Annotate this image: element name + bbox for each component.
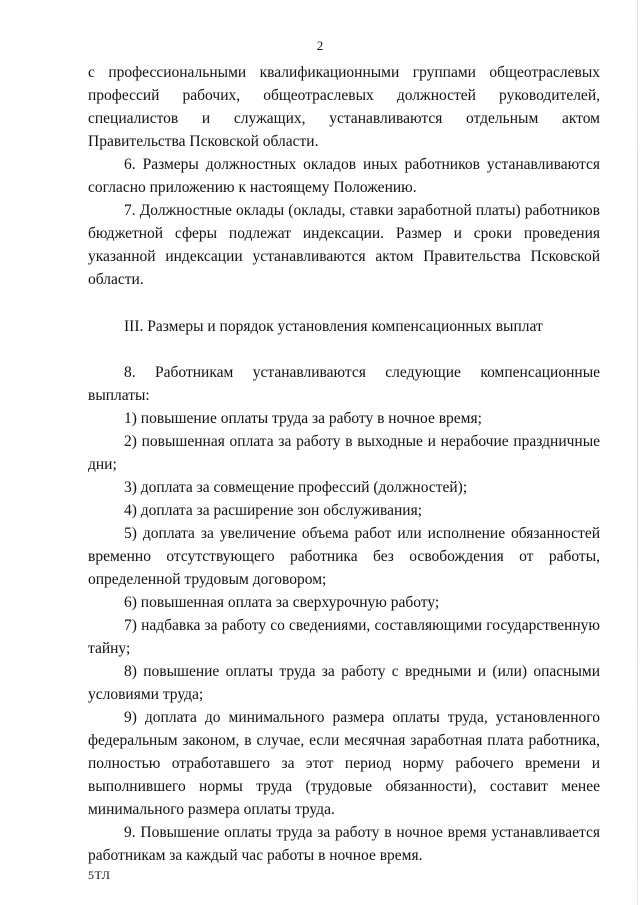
paragraph-9: 9. Повышение оплаты труда за работу в ночное время устанавливается работникам за каждый час работы в ночное время. [88, 824, 600, 864]
list-item: 4) доплата за расширение зон обслуживания; [124, 502, 423, 519]
list-item: 1) повышение оплаты труда за работу в ночное время; [124, 410, 482, 427]
scan-edge [637, 0, 638, 905]
page-number: 2 [316, 38, 324, 53]
paragraph-7: 7. Должностные оклады (оклады, ставки заработной платы) работников бюджетной сферы подлежат индексации. Размер и сроки проведения указанной индексации устанавливаются актом Правительства Псковской области. [88, 202, 600, 288]
list-item: 3) доплата за совмещение профессий (должностей); [124, 479, 468, 496]
section-heading: III. Размеры и порядок установления компенсационных выплат [124, 318, 543, 335]
list-item: 9) доплата до минимального размера оплаты труда, установленного федеральным законом, в случае, если месячная заработная плата работника, полностью отработавшего за этот период норму рабочего времени и выполнившего нормы труда (трудовые обязанности), составит менее минимального размера оплаты труда. [88, 709, 600, 818]
list-item: 5) доплата за увеличение объема работ или исполнение обязанностей временно отсутствующего работника без освобождения от работы, определенной трудовым договором; [88, 525, 600, 588]
paragraph-8-intro: 8. Работникам устанавливаются следующие компенсационные выплаты: [88, 364, 600, 404]
list-item: 7) надбавка за работу со сведениями, составляющими государственную тайну; [88, 617, 600, 657]
list-item: 2) повышенная оплата за работу в выходные и нерабочие праздничные дни; [88, 433, 600, 473]
paragraph-6: 6. Размеры должностных окладов иных работников устанавливаются согласно приложению к настоящему Положению. [88, 156, 600, 196]
list-item: 6) повышенная оплата за сверхурочную работу; [124, 594, 440, 611]
footer-code: 5ТЛ [88, 868, 111, 882]
paragraph-continuation: с профессиональными квалификационными группами общеотраслевых профессий рабочих, общеотраслевых должностей руководителей, специалистов и служащих, устанавливаются отдельным актом Правительства Псковской области. [88, 64, 600, 150]
document-body [88, 61, 600, 867]
list-item: 8) повышение оплаты труда за работу с вредными и (или) опасными условиями труда; [88, 663, 600, 703]
